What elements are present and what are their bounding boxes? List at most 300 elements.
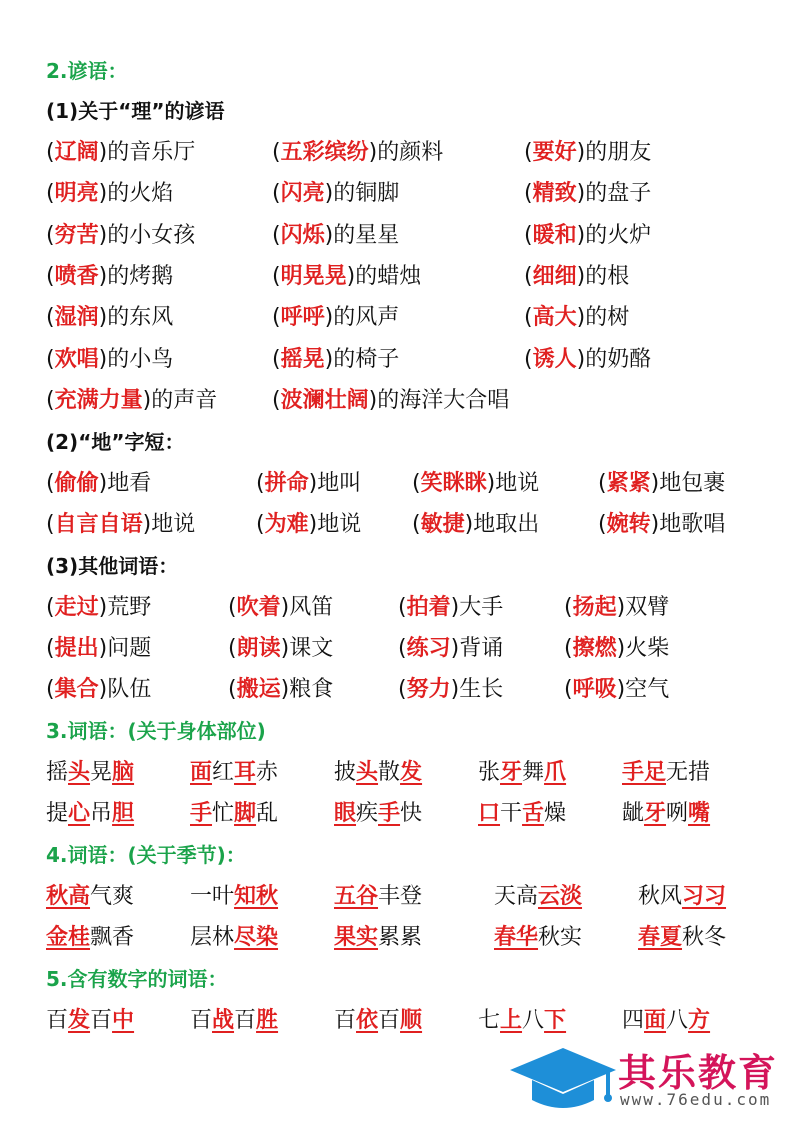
idiom-text: 八 xyxy=(666,1008,689,1033)
phrase-text: 的海洋大合唱 xyxy=(377,387,510,413)
close-paren: ) xyxy=(368,140,378,165)
phrase-text: 的盘子 xyxy=(585,181,652,207)
idiom-text: 秋冬 xyxy=(682,925,727,950)
open-paren: ( xyxy=(398,595,407,620)
phrase-row xyxy=(46,591,786,625)
close-paren: ) xyxy=(576,222,586,248)
close-paren: ) xyxy=(98,471,108,496)
phrase-item xyxy=(46,219,195,253)
phrase-text: 地说 xyxy=(317,512,362,537)
phrase-item xyxy=(46,260,173,294)
idiom-text: 干 xyxy=(500,801,523,826)
phrase-text: 的蜡烛 xyxy=(355,263,422,289)
phrase-item xyxy=(524,343,651,377)
idiom-text: 七 xyxy=(478,1008,501,1033)
phrase-answer: 扬起 xyxy=(572,595,617,620)
phrase-text: 的声音 xyxy=(151,387,218,413)
phrase-text: 的小鸟 xyxy=(107,346,174,372)
close-paren: ) xyxy=(280,636,290,661)
phrase-text: 课文 xyxy=(289,636,334,661)
phrase-row xyxy=(46,343,786,377)
phrase-answer: 提出 xyxy=(54,636,99,661)
open-paren: ( xyxy=(46,512,55,537)
close-paren: ) xyxy=(98,181,108,207)
idiom-text: 红 xyxy=(212,760,235,785)
phrase-answer: 呼呼 xyxy=(280,305,325,331)
idiom-blank-answer: 牙 xyxy=(644,801,667,826)
idiom-text: 摇 xyxy=(46,760,69,785)
phrase-text: 的树 xyxy=(585,305,630,331)
open-paren: ( xyxy=(228,636,237,661)
open-paren: ( xyxy=(46,595,55,620)
phrase-text: 背诵 xyxy=(459,636,504,661)
phrase-text: 的火焰 xyxy=(107,181,174,207)
idiom-blank-answer: 发 xyxy=(68,1008,91,1033)
close-paren: ) xyxy=(486,471,496,496)
phrase-answer: 闪亮 xyxy=(280,181,325,207)
close-paren: ) xyxy=(616,636,626,661)
idiom-item xyxy=(46,1004,134,1038)
phrase-text: 队伍 xyxy=(107,677,152,702)
phrase-answer: 搬运 xyxy=(236,677,281,702)
idiom-blank-answer: 下 xyxy=(544,1008,567,1033)
idiom-text: 龇 xyxy=(622,801,645,826)
open-paren: ( xyxy=(598,471,607,496)
idiom-text: 丰登 xyxy=(378,884,423,909)
idiom-blank-answer: 爪 xyxy=(544,760,567,785)
phrase-item xyxy=(46,343,173,377)
phrase-answer: 集合 xyxy=(54,677,99,702)
idiom-blank-answer: 依 xyxy=(356,1008,379,1033)
phrase-answer: 朗读 xyxy=(236,636,281,661)
phrase-item xyxy=(46,384,217,418)
idiom-blank-answer: 嘴 xyxy=(688,801,711,826)
phrase-row xyxy=(46,260,786,294)
phrase-answer: 摇晃 xyxy=(280,346,325,372)
idiom-text: 提 xyxy=(46,801,69,826)
close-paren: ) xyxy=(142,512,152,537)
phrase-item xyxy=(272,219,399,253)
close-paren: ) xyxy=(324,346,334,372)
open-paren: ( xyxy=(524,305,533,331)
open-paren: ( xyxy=(46,181,55,207)
open-paren: ( xyxy=(272,181,281,207)
phrase-answer: 精致 xyxy=(532,181,577,207)
phrase-answer: 擦燃 xyxy=(572,636,617,661)
idiom-text: 气爽 xyxy=(90,884,135,909)
phrase-row xyxy=(46,136,786,170)
idiom-blank-answer: 春华 xyxy=(494,925,539,950)
phrase-text: 的烤鹅 xyxy=(107,263,174,289)
close-paren: ) xyxy=(98,263,108,289)
phrase-text: 的东风 xyxy=(107,305,174,331)
phrase-text: 地包裹 xyxy=(659,471,726,496)
phrase-answer: 笑眯眯 xyxy=(420,471,487,496)
open-paren: ( xyxy=(46,387,55,413)
phrase-row xyxy=(46,632,786,666)
phrase-item xyxy=(524,260,629,294)
phrase-text: 风笛 xyxy=(289,595,334,620)
idiom-blank-answer: 秋高 xyxy=(46,884,91,909)
phrase-row xyxy=(46,508,786,542)
phrase-item xyxy=(524,136,651,170)
open-paren: ( xyxy=(46,263,55,289)
open-paren: ( xyxy=(272,387,281,413)
idiom-item xyxy=(622,797,710,831)
phrase-answer: 明亮 xyxy=(54,181,99,207)
close-paren: ) xyxy=(308,471,318,496)
phrase-answer: 欢唱 xyxy=(54,346,99,372)
idiom-blank-answer: 面 xyxy=(644,1008,667,1033)
graduation-cap-icon xyxy=(508,1044,618,1114)
idiom-blank-answer: 舌 xyxy=(522,801,545,826)
idiom-item xyxy=(46,756,134,790)
phrase-item xyxy=(272,301,399,335)
phrase-item xyxy=(46,632,151,666)
phrase-answer: 诱人 xyxy=(532,346,577,372)
close-paren: ) xyxy=(142,387,152,413)
close-paren: ) xyxy=(368,387,378,413)
idiom-blank-answer: 牙 xyxy=(500,760,523,785)
close-paren: ) xyxy=(324,222,334,248)
phrase-text: 空气 xyxy=(625,677,670,702)
open-paren: ( xyxy=(256,471,265,496)
idiom-text: 秋风 xyxy=(638,884,683,909)
idiom-text: 咧 xyxy=(666,801,689,826)
phrase-answer: 紧紧 xyxy=(606,471,651,496)
close-paren: ) xyxy=(280,595,290,620)
close-paren: ) xyxy=(576,346,586,372)
phrase-text: 的星星 xyxy=(333,222,400,248)
idiom-item xyxy=(494,921,582,955)
idiom-blank-answer: 胆 xyxy=(112,801,135,826)
brand-name: 其乐教育 xyxy=(618,1051,779,1095)
phrase-row xyxy=(46,921,786,955)
idiom-item xyxy=(494,880,582,914)
brand-logo xyxy=(508,1040,788,1116)
phrase-row xyxy=(46,1004,786,1038)
phrase-answer: 偷偷 xyxy=(54,471,99,496)
phrase-item xyxy=(524,219,651,253)
open-paren: ( xyxy=(228,595,237,620)
phrase-answer: 暖和 xyxy=(532,222,577,248)
idiom-text: 赤 xyxy=(256,760,279,785)
idiom-text: 层林 xyxy=(190,925,235,950)
idiom-item xyxy=(190,797,278,831)
phrase-text: 大手 xyxy=(459,595,504,620)
phrase-text: 火柴 xyxy=(625,636,670,661)
phrase-item xyxy=(46,177,173,211)
phrase-answer: 吹着 xyxy=(236,595,281,620)
idiom-blank-answer: 脚 xyxy=(234,801,257,826)
section-2-sub1: (1)关于“理”的谚语 xyxy=(46,99,225,123)
open-paren: ( xyxy=(272,263,281,289)
phrase-text: 地叫 xyxy=(317,471,362,496)
phrase-answer: 拍着 xyxy=(406,595,451,620)
phrase-text: 的椅子 xyxy=(333,346,400,372)
phrase-answer: 辽阔 xyxy=(54,140,99,165)
idiom-item xyxy=(46,797,134,831)
phrase-text: 荒野 xyxy=(107,595,152,620)
idiom-blank-answer: 顺 xyxy=(400,1008,423,1033)
idiom-text: 八 xyxy=(522,1008,545,1033)
phrase-text: 的朋友 xyxy=(585,140,652,165)
idiom-item xyxy=(190,1004,278,1038)
open-paren: ( xyxy=(564,595,573,620)
phrase-item xyxy=(272,177,399,211)
close-paren: ) xyxy=(576,305,586,331)
close-paren: ) xyxy=(324,305,334,331)
section-2-title: 2.谚语： xyxy=(46,59,128,83)
close-paren: ) xyxy=(650,471,660,496)
phrase-item xyxy=(524,177,651,211)
idiom-text: 乱 xyxy=(256,801,279,826)
phrase-text: 地取出 xyxy=(473,512,540,537)
phrase-row xyxy=(46,301,786,335)
phrase-text: 的风声 xyxy=(333,305,400,331)
idiom-text: 晃 xyxy=(90,760,113,785)
phrase-item xyxy=(598,508,725,542)
idiom-blank-answer: 春夏 xyxy=(638,925,683,950)
close-paren: ) xyxy=(346,263,356,289)
phrase-item xyxy=(46,508,195,542)
close-paren: ) xyxy=(576,263,586,289)
phrase-item xyxy=(398,673,503,707)
open-paren: ( xyxy=(412,512,421,537)
idiom-text: 无措 xyxy=(666,760,711,785)
idiom-blank-answer: 上 xyxy=(500,1008,523,1033)
section-3-title: 3.词语：(关于身体部位) xyxy=(46,719,266,743)
idiom-blank-answer: 眼 xyxy=(334,801,357,826)
phrase-answer: 闪烁 xyxy=(280,222,325,248)
phrase-row xyxy=(46,673,786,707)
phrase-item xyxy=(524,301,629,335)
phrase-row xyxy=(46,219,786,253)
open-paren: ( xyxy=(398,636,407,661)
section-5-title: 5.含有数字的词语： xyxy=(46,967,228,991)
phrase-item xyxy=(272,343,399,377)
idiom-blank-answer: 尽染 xyxy=(234,925,279,950)
idiom-item xyxy=(334,797,422,831)
phrase-item xyxy=(272,384,509,418)
open-paren: ( xyxy=(272,346,281,372)
idiom-blank-answer: 耳 xyxy=(234,760,257,785)
close-paren: ) xyxy=(98,140,108,165)
phrase-answer: 明晃晃 xyxy=(280,263,347,289)
close-paren: ) xyxy=(616,595,626,620)
idiom-blank-answer: 中 xyxy=(112,1008,135,1033)
idiom-blank-answer: 方 xyxy=(688,1008,711,1033)
idiom-blank-answer: 手 xyxy=(190,801,213,826)
idiom-blank-answer: 头 xyxy=(356,760,379,785)
open-paren: ( xyxy=(46,305,55,331)
open-paren: ( xyxy=(46,636,55,661)
close-paren: ) xyxy=(450,677,460,702)
idiom-item xyxy=(190,756,278,790)
phrase-item xyxy=(564,591,669,625)
idiom-blank-answer: 口 xyxy=(478,801,501,826)
idiom-text: 累累 xyxy=(378,925,423,950)
idiom-blank-answer: 云淡 xyxy=(538,884,583,909)
open-paren: ( xyxy=(398,677,407,702)
idiom-text: 快 xyxy=(400,801,423,826)
idiom-text: 舞 xyxy=(522,760,545,785)
idiom-blank-answer: 手足 xyxy=(622,760,667,785)
phrase-text: 地看 xyxy=(107,471,152,496)
idiom-text: 吊 xyxy=(90,801,113,826)
idiom-item xyxy=(478,1004,566,1038)
phrase-text: 的音乐厅 xyxy=(107,140,196,165)
close-paren: ) xyxy=(98,677,108,702)
close-paren: ) xyxy=(98,222,108,248)
phrase-item xyxy=(46,136,195,170)
idiom-text: 疾 xyxy=(356,801,379,826)
phrase-text: 粮食 xyxy=(289,677,334,702)
phrase-answer: 拼命 xyxy=(264,471,309,496)
idiom-text: 百 xyxy=(378,1008,401,1033)
idiom-blank-answer: 头 xyxy=(68,760,91,785)
idiom-text: 张 xyxy=(478,760,501,785)
idiom-blank-answer: 战 xyxy=(212,1008,235,1033)
idiom-blank-answer: 发 xyxy=(400,760,423,785)
idiom-blank-answer: 脑 xyxy=(112,760,135,785)
phrase-item xyxy=(598,467,725,501)
open-paren: ( xyxy=(256,512,265,537)
idiom-blank-answer: 习习 xyxy=(682,884,727,909)
phrase-answer: 呼吸 xyxy=(572,677,617,702)
phrase-text: 双臂 xyxy=(625,595,670,620)
close-paren: ) xyxy=(650,512,660,537)
phrase-answer: 穷苦 xyxy=(54,222,99,248)
idiom-blank-answer: 心 xyxy=(68,801,91,826)
phrase-answer: 走过 xyxy=(54,595,99,620)
idiom-text: 燥 xyxy=(544,801,567,826)
idiom-blank-answer: 五谷 xyxy=(334,884,379,909)
idiom-item xyxy=(46,921,134,955)
close-paren: ) xyxy=(98,636,108,661)
idiom-text: 一叶 xyxy=(190,884,235,909)
idiom-item xyxy=(622,756,710,790)
open-paren: ( xyxy=(46,471,55,496)
phrase-text: 的火炉 xyxy=(585,222,652,248)
idiom-text: 披 xyxy=(334,760,357,785)
idiom-item xyxy=(334,921,422,955)
phrase-answer: 为难 xyxy=(264,512,309,537)
idiom-item xyxy=(334,756,422,790)
close-paren: ) xyxy=(450,595,460,620)
idiom-item xyxy=(638,921,726,955)
idiom-item xyxy=(478,797,566,831)
close-paren: ) xyxy=(464,512,474,537)
close-paren: ) xyxy=(308,512,318,537)
idiom-item xyxy=(638,880,726,914)
phrase-item xyxy=(412,467,539,501)
open-paren: ( xyxy=(272,305,281,331)
open-paren: ( xyxy=(564,677,573,702)
idiom-blank-answer: 手 xyxy=(378,801,401,826)
close-paren: ) xyxy=(450,636,460,661)
phrase-item xyxy=(272,260,421,294)
phrase-answer: 湿润 xyxy=(54,305,99,331)
phrase-item xyxy=(398,591,503,625)
open-paren: ( xyxy=(228,677,237,702)
idiom-blank-answer: 果实 xyxy=(334,925,379,950)
open-paren: ( xyxy=(524,140,533,165)
phrase-item xyxy=(412,508,539,542)
idiom-text: 四 xyxy=(622,1008,645,1033)
phrase-answer: 细细 xyxy=(532,263,577,289)
phrase-answer: 练习 xyxy=(406,636,451,661)
phrase-item xyxy=(564,673,669,707)
open-paren: ( xyxy=(524,346,533,372)
idiom-blank-answer: 知秋 xyxy=(234,884,279,909)
phrase-item xyxy=(564,632,669,666)
phrase-text: 地说 xyxy=(151,512,196,537)
phrase-item xyxy=(256,467,361,501)
phrase-text: 的根 xyxy=(585,263,630,289)
phrase-row xyxy=(46,756,786,790)
open-paren: ( xyxy=(46,222,55,248)
close-paren: ) xyxy=(576,181,586,207)
idiom-item xyxy=(334,880,422,914)
phrase-answer: 婉转 xyxy=(606,512,651,537)
open-paren: ( xyxy=(272,222,281,248)
idiom-text: 天高 xyxy=(494,884,539,909)
phrase-text: 地歌唱 xyxy=(659,512,726,537)
phrase-item xyxy=(46,673,151,707)
section-2-sub2: (2)“地”字短： xyxy=(46,430,185,454)
close-paren: ) xyxy=(98,595,108,620)
phrase-text: 问题 xyxy=(107,636,152,661)
close-paren: ) xyxy=(98,346,108,372)
phrase-answer: 充满力量 xyxy=(54,387,143,413)
section-2-sub3: (3)其他词语： xyxy=(46,554,179,578)
phrase-answer: 努力 xyxy=(406,677,451,702)
phrase-item xyxy=(46,467,151,501)
idiom-item xyxy=(334,1004,422,1038)
open-paren: ( xyxy=(524,263,533,289)
open-paren: ( xyxy=(272,140,281,165)
open-paren: ( xyxy=(412,471,421,496)
phrase-answer: 波澜壮阔 xyxy=(280,387,369,413)
phrase-text: 的小女孩 xyxy=(107,222,196,248)
open-paren: ( xyxy=(46,346,55,372)
idiom-blank-answer: 面 xyxy=(190,760,213,785)
idiom-blank-answer: 胜 xyxy=(256,1008,279,1033)
phrase-item xyxy=(272,136,443,170)
idiom-text: 秋实 xyxy=(538,925,583,950)
open-paren: ( xyxy=(46,140,55,165)
idiom-text: 百 xyxy=(46,1008,69,1033)
section-4-title: 4.词语：(关于季节)： xyxy=(46,843,246,867)
phrase-answer: 敏捷 xyxy=(420,512,465,537)
open-paren: ( xyxy=(598,512,607,537)
idiom-text: 百 xyxy=(334,1008,357,1033)
phrase-item xyxy=(398,632,503,666)
idiom-text: 百 xyxy=(90,1008,113,1033)
phrase-item xyxy=(228,673,333,707)
idiom-item xyxy=(46,880,134,914)
phrase-row xyxy=(46,880,786,914)
idiom-text: 散 xyxy=(378,760,401,785)
open-paren: ( xyxy=(524,222,533,248)
phrase-row xyxy=(46,384,786,418)
open-paren: ( xyxy=(46,677,55,702)
idiom-item xyxy=(190,880,278,914)
phrase-text: 生长 xyxy=(459,677,504,702)
phrase-answer: 高大 xyxy=(532,305,577,331)
open-paren: ( xyxy=(524,181,533,207)
